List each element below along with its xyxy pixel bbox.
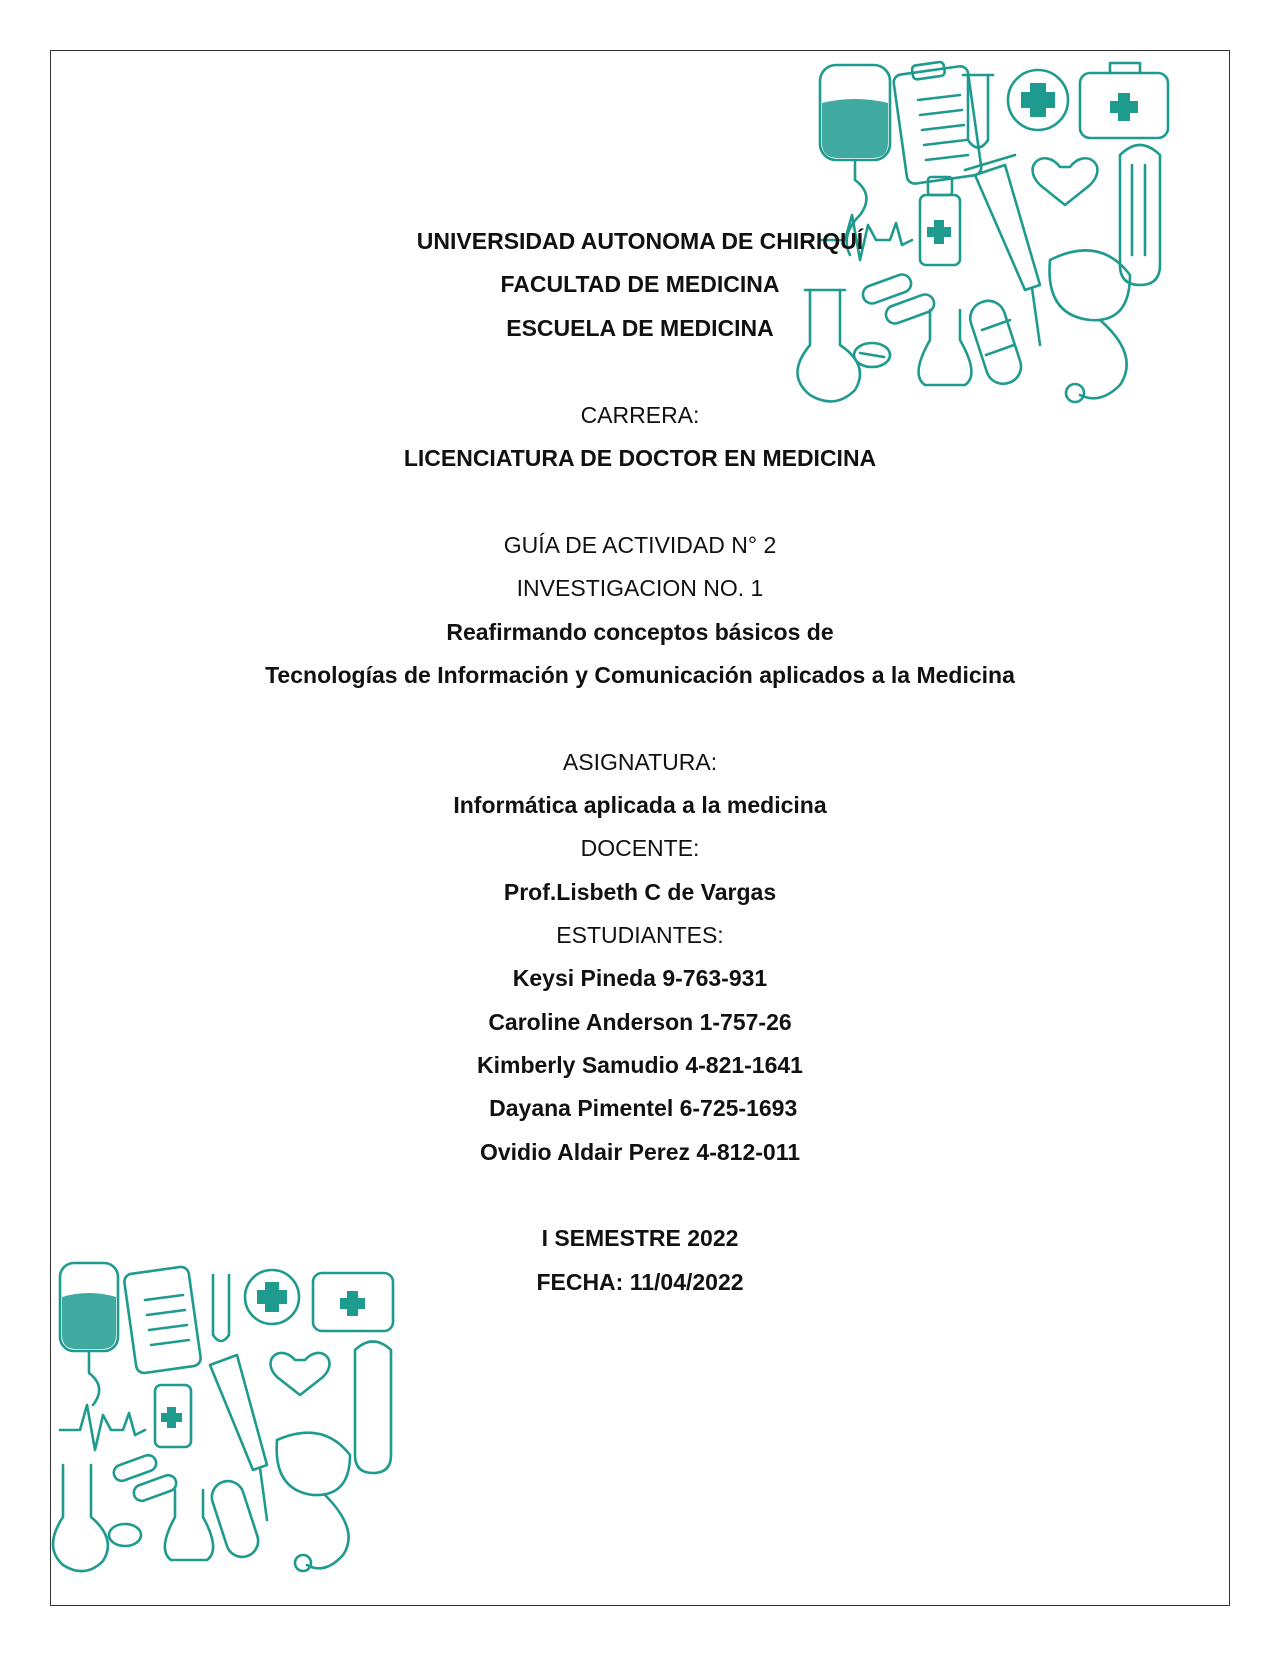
- thermometer-icon: [1120, 145, 1160, 285]
- course-label: ASIGNATURA:: [562, 749, 718, 775]
- activity-title-line1: Reafirmando conceptos básicos de: [446, 619, 834, 645]
- stethoscope-icon: [277, 1433, 350, 1571]
- student-item: Keysi Pineda 9-763-931: [512, 965, 768, 991]
- students-label: ESTUDIANTES:: [556, 922, 724, 948]
- heartbeat-line-icon: [60, 1405, 145, 1450]
- iv-bag-icon: [60, 1263, 118, 1405]
- course-value: Informática aplicada a la medicina: [453, 792, 827, 818]
- thermometer-icon: [355, 1342, 391, 1474]
- student-item: Caroline Anderson 1-757-26: [488, 1009, 792, 1035]
- investigation-number: INVESTIGACION NO. 1: [516, 575, 764, 601]
- flask-icon: [53, 1465, 108, 1571]
- activity-guide: GUÍA DE ACTIVIDAD N° 2: [503, 532, 777, 558]
- date: FECHA: 11/04/2022: [536, 1269, 744, 1295]
- medicine-bottle-icon: [155, 1385, 191, 1447]
- flask-icon: [798, 290, 861, 401]
- heart-icon: [270, 1353, 329, 1395]
- career-label: CARRERA:: [580, 402, 700, 428]
- faculty-name: FACULTAD DE MEDICINA: [500, 271, 780, 297]
- teacher-value: Prof.Lisbeth C de Vargas: [503, 879, 777, 905]
- university-name: UNIVERSIDAD AUTONOMA DE CHIRIQUÍ: [416, 228, 864, 254]
- flask-icon: [165, 1490, 213, 1560]
- first-aid-kit-icon: [1080, 63, 1168, 138]
- bandage-icon: [208, 1477, 263, 1561]
- semester: I SEMESTRE 2022: [541, 1225, 739, 1251]
- student-item: Ovidio Aldair Perez 4-812-011: [479, 1139, 801, 1165]
- teacher-label: DOCENTE:: [580, 835, 700, 861]
- student-item: Kimberly Samudio 4-821-1641: [477, 1052, 803, 1078]
- medical-cross-icon: [1008, 70, 1068, 130]
- school-name: ESCUELA DE MEDICINA: [506, 315, 774, 341]
- student-item: Dayana Pimentel 6-725-1693: [482, 1095, 798, 1121]
- career-value: LICENCIATURA DE DOCTOR EN MEDICINA: [403, 445, 877, 471]
- medical-doodles-bottom-left: [55, 1255, 435, 1600]
- heart-icon: [1033, 158, 1098, 205]
- activity-title-line2: Tecnologías de Información y Comunicación aplicados a la Medicina: [265, 662, 1015, 688]
- syringe-icon: [210, 1355, 267, 1520]
